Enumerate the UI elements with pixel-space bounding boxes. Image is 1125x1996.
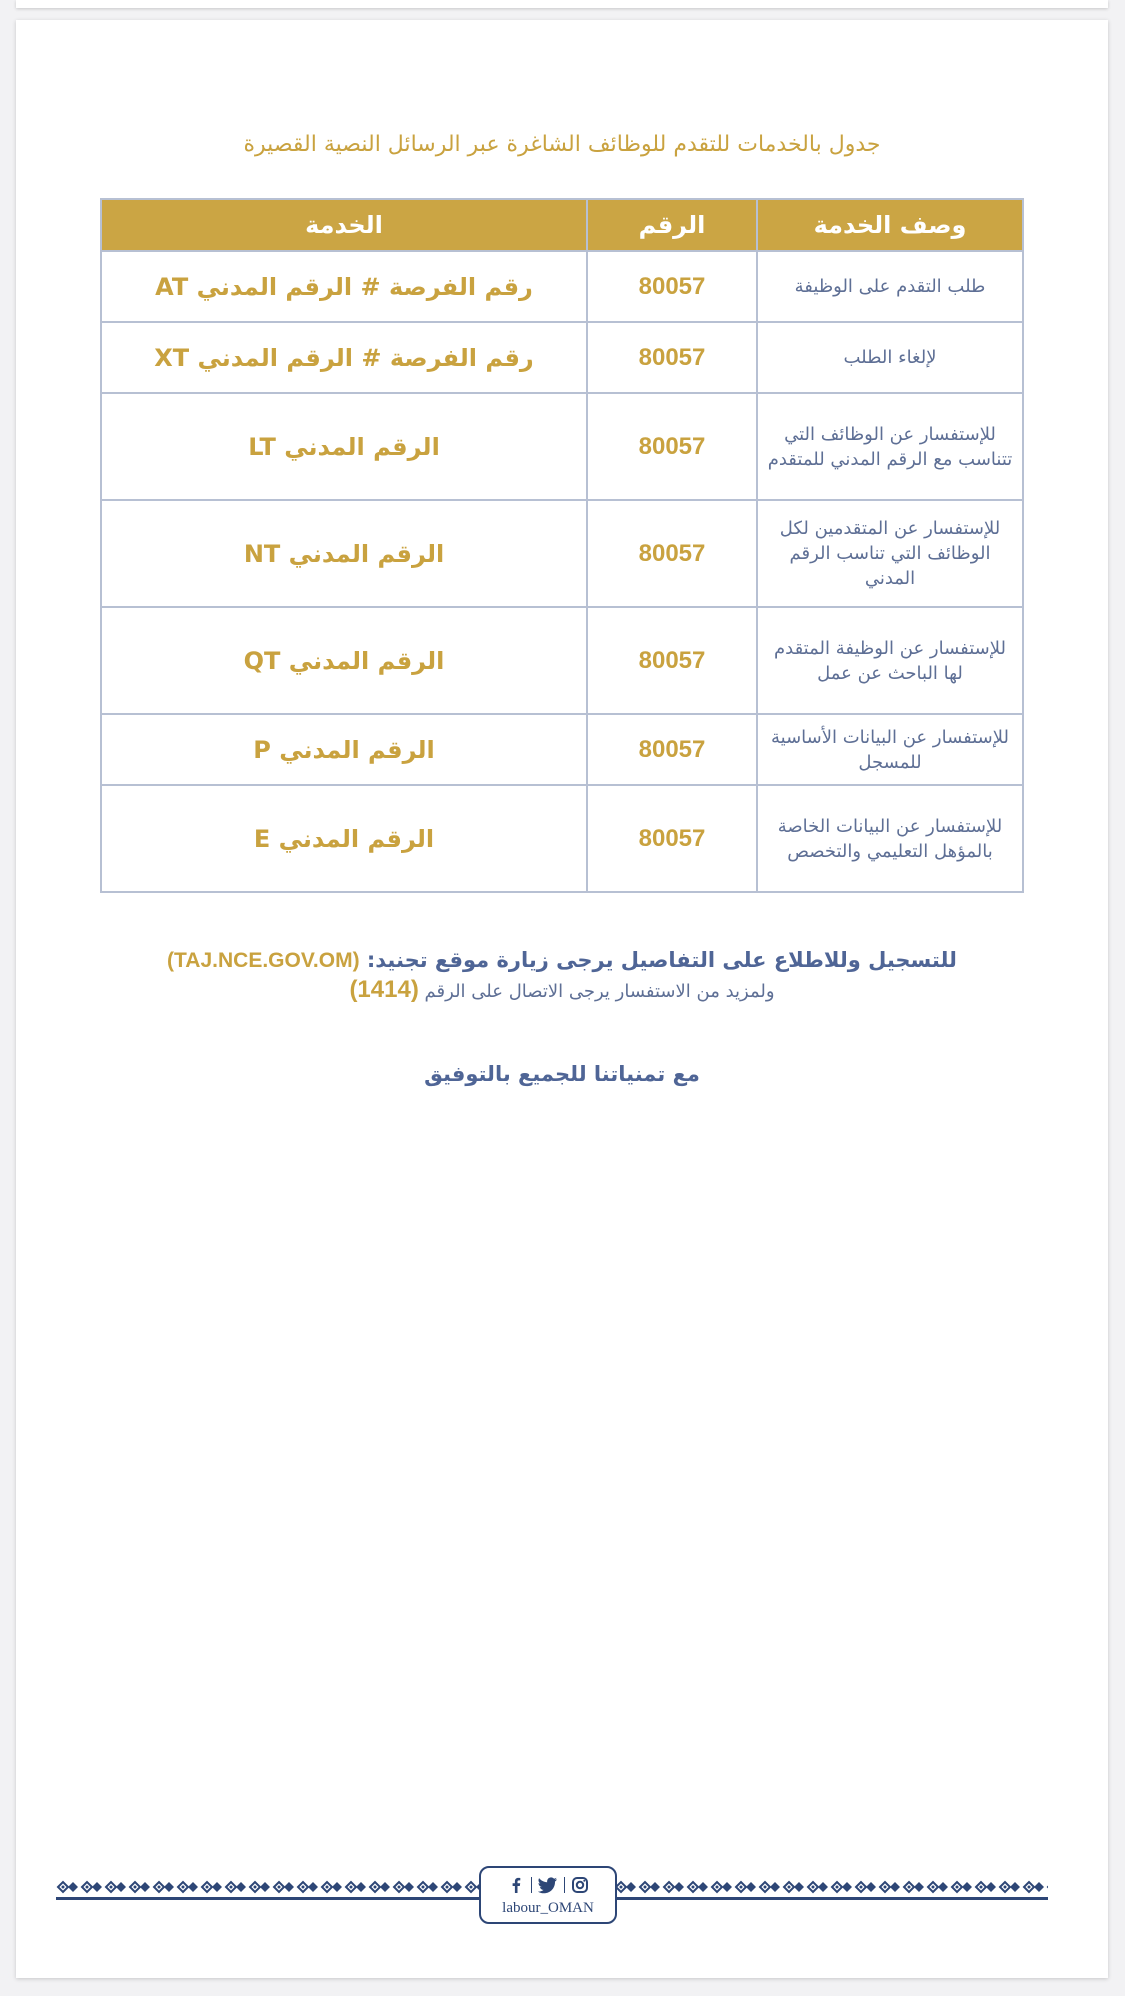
table-row: [101, 714, 1023, 785]
header-description: وصف الخدمة: [757, 199, 1023, 251]
row-service: الرقم المدني LT: [101, 393, 587, 500]
row-number: 80057: [587, 251, 757, 322]
social-media-box: [479, 1866, 617, 1924]
social-separator: [564, 1877, 565, 1893]
row-number: 80057: [587, 607, 757, 714]
header-service: الخدمة: [101, 199, 587, 251]
table-row: [101, 500, 1023, 607]
row-description: طلب التقدم على الوظيفة: [757, 251, 1023, 322]
inquiry-note: [16, 976, 1108, 1004]
row-description: لإلغاء الطلب: [757, 322, 1023, 393]
row-number: 80057: [587, 785, 757, 892]
registration-note: [16, 948, 1108, 973]
table-row: [101, 393, 1023, 500]
social-handle[interactable]: labour_OMAN: [502, 1900, 594, 1916]
services-table: [100, 198, 1024, 893]
row-number: 80057: [587, 500, 757, 607]
table-row: [101, 322, 1023, 393]
closing-wishes: مع تمنياتنا للجميع بالتوفيق: [424, 1062, 700, 1086]
registration-text: للتسجيل وللاطلاع على التفاصيل يرجى زيارة موقع تجنيد:: [366, 948, 957, 972]
row-service: الرقم المدني E: [101, 785, 587, 892]
table-row: [101, 607, 1023, 714]
phone-number: (1414): [349, 976, 419, 1003]
table-row: [101, 785, 1023, 892]
header-number: الرقم: [587, 199, 757, 251]
row-service: رقم الفرصة # الرقم المدني XT: [101, 322, 587, 393]
social-separator: [531, 1877, 532, 1893]
table-header-row: [101, 199, 1023, 251]
row-description: للإستفسار عن البيانات الخاصة بالمؤهل التعليمي والتخصص: [757, 785, 1023, 892]
row-description: للإستفسار عن البيانات الأساسية للمسجل: [757, 714, 1023, 785]
facebook-icon[interactable]: [507, 1876, 525, 1894]
decorative-pattern-band-left: [56, 1880, 486, 1902]
document-page: [16, 20, 1108, 1978]
row-number: 80057: [587, 322, 757, 393]
row-description: للإستفسار عن الوظيفة المتقدم لها الباحث عن عمل: [757, 607, 1023, 714]
row-service: الرقم المدني QT: [101, 607, 587, 714]
row-service: رقم الفرصة # الرقم المدني AT: [101, 251, 587, 322]
decorative-pattern-band-right: [614, 1880, 1048, 1902]
twitter-icon[interactable]: [538, 1876, 558, 1894]
row-description: للإستفسار عن الوظائف التي تتناسب مع الرقم المدني للمتقدم: [757, 393, 1023, 500]
row-service: الرقم المدني P: [101, 714, 587, 785]
inquiry-text: ولمزيد من الاستفسار يرجى الاتصال على الرقم: [424, 981, 775, 1002]
previous-page-edge: [16, 0, 1108, 8]
row-number: 80057: [587, 393, 757, 500]
page-title: جدول بالخدمات للتقدم للوظائف الشاغرة عبر الرسائل النصية القصيرة: [243, 132, 881, 157]
row-number: 80057: [587, 714, 757, 785]
social-icons-row: [481, 1876, 615, 1894]
table-row: [101, 251, 1023, 322]
row-description: للإستفسار عن المتقدمين لكل الوظائف التي تناسب الرقم المدني: [757, 500, 1023, 607]
instagram-icon[interactable]: [571, 1876, 589, 1894]
row-service: الرقم المدني NT: [101, 500, 587, 607]
website-link[interactable]: (TAJ.NCE.GOV.OM): [167, 949, 360, 972]
